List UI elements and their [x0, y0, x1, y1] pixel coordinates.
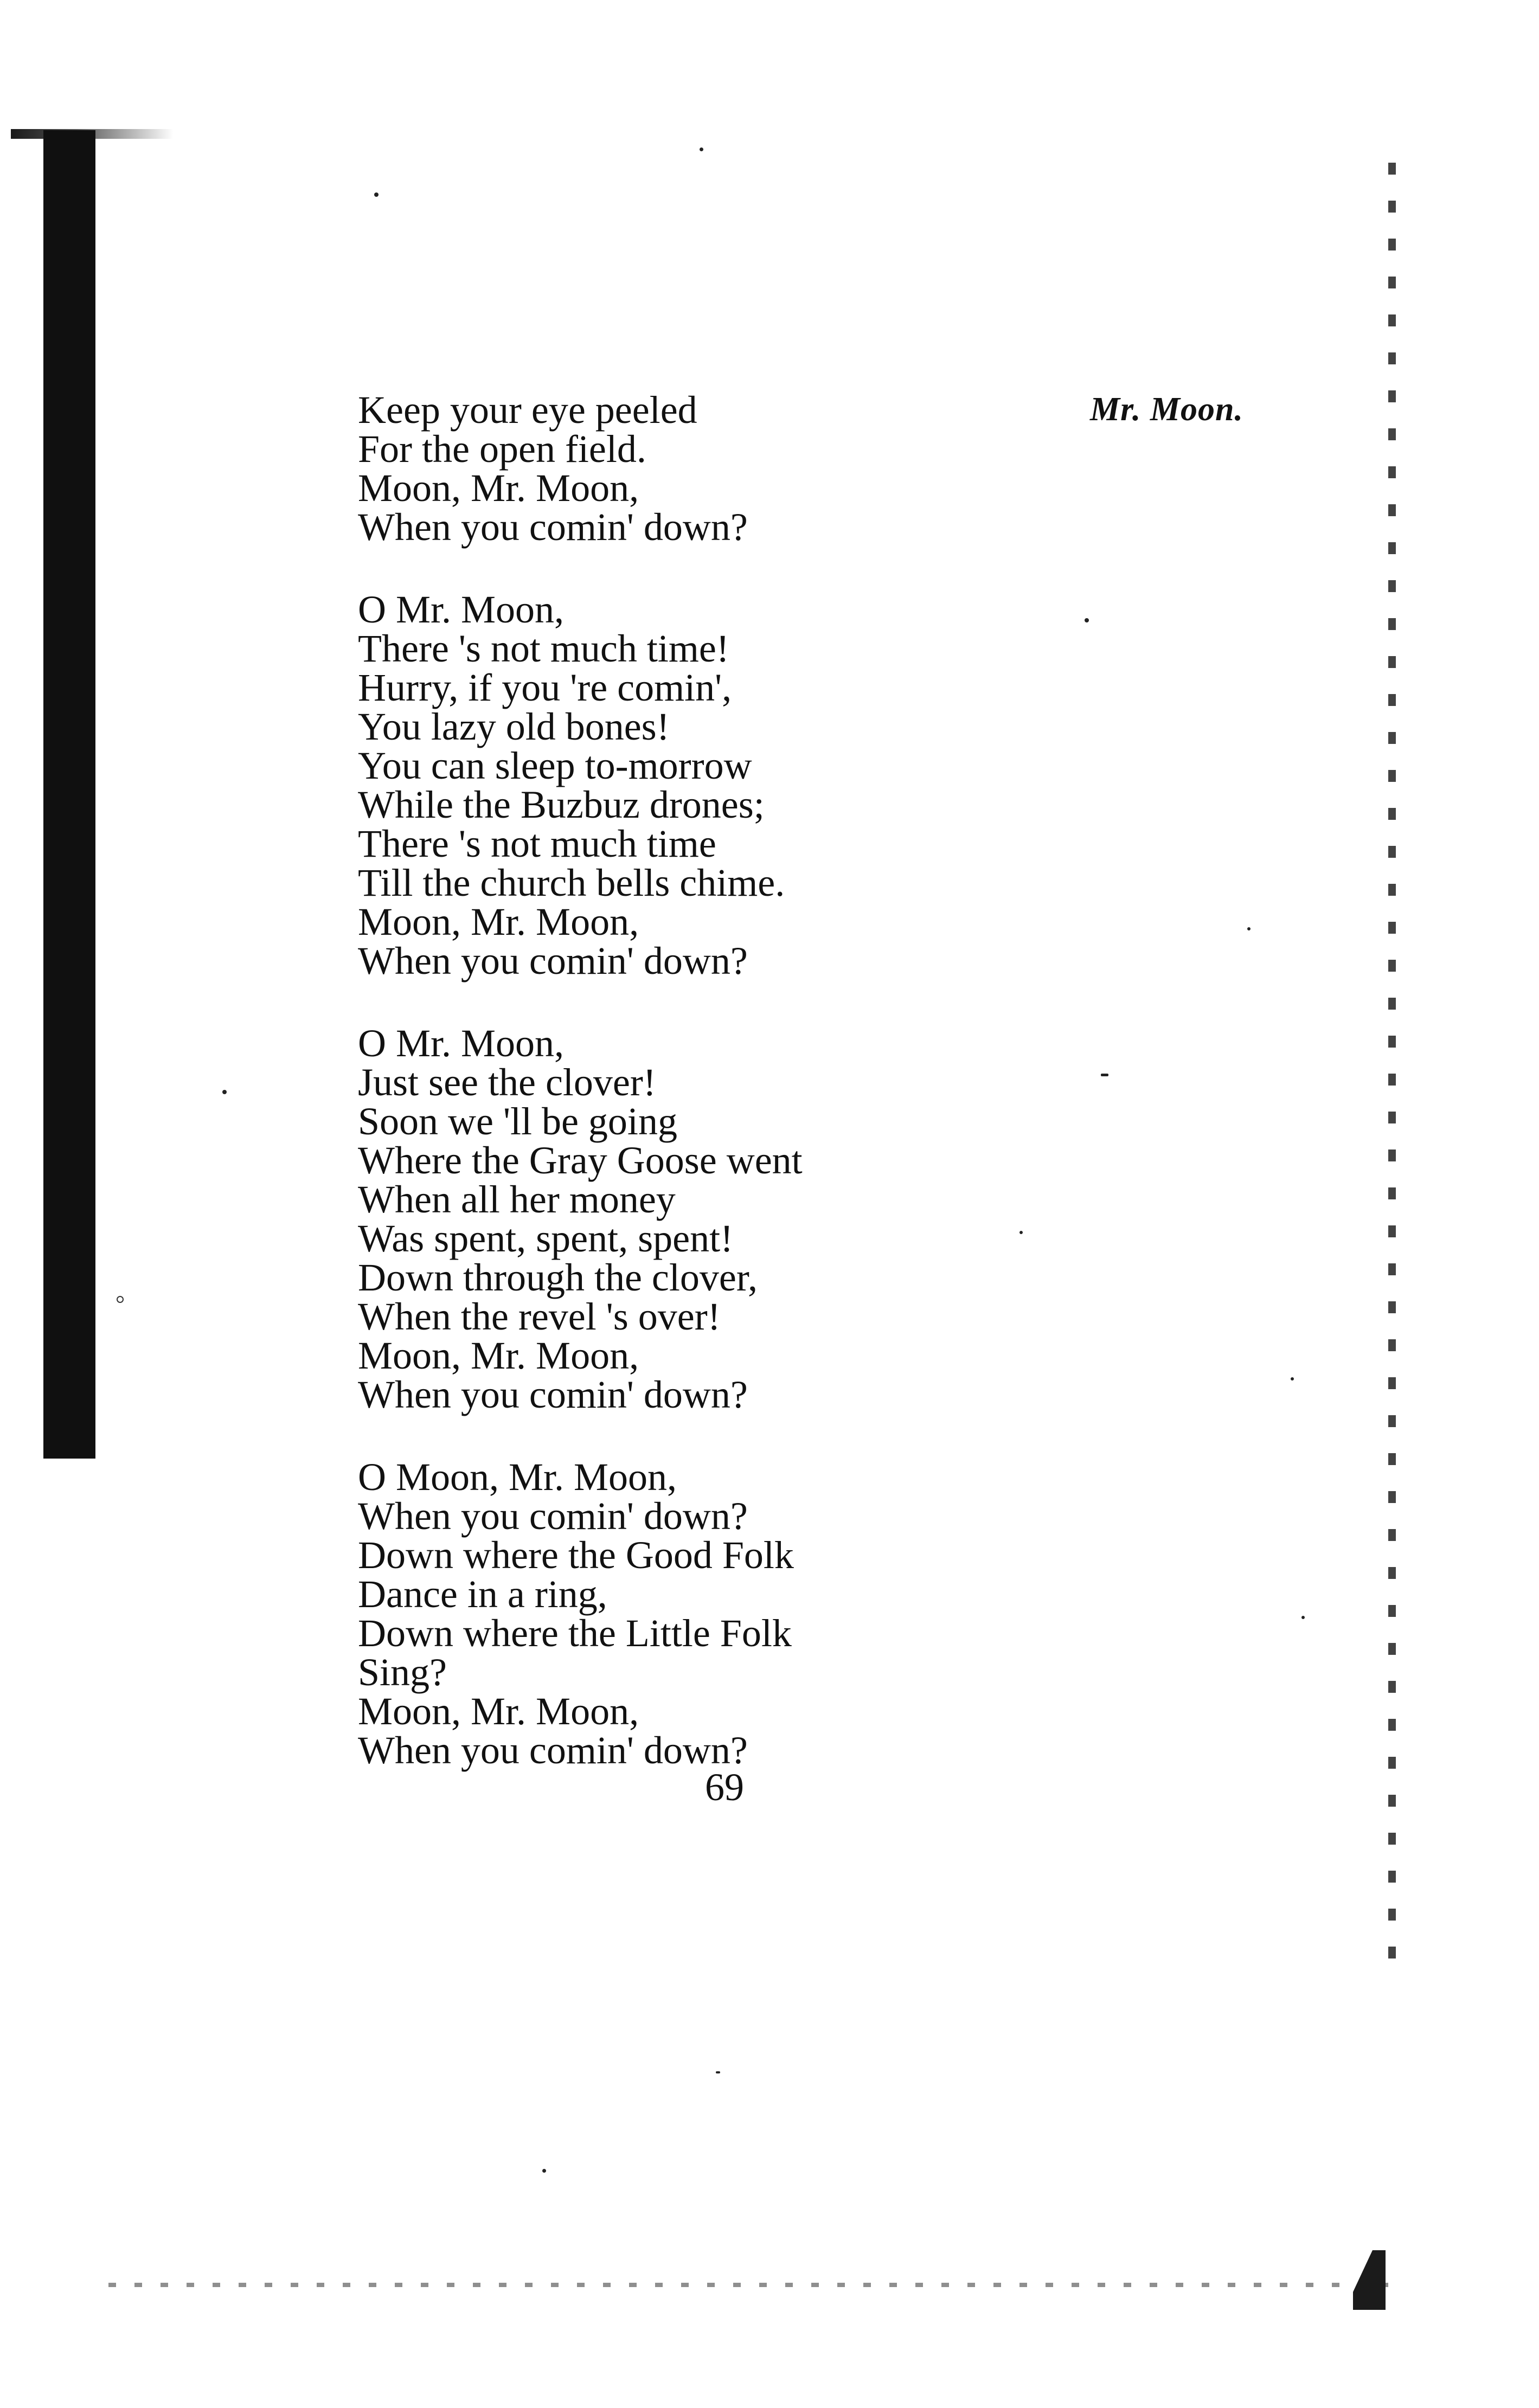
poem-line: O Mr. Moon, — [358, 1022, 565, 1065]
poem-line: When you comin' down? — [358, 939, 748, 983]
poem-line: When you comin' down? — [358, 1373, 748, 1416]
poem-line: There 's not much time! — [358, 627, 729, 670]
scan-speck — [542, 2169, 546, 2173]
poem-line: Hurry, if you 're comin', — [358, 666, 732, 709]
poem-line: When the revel 's over! — [358, 1295, 721, 1338]
page-number: 69 — [705, 1765, 744, 1809]
poem-line: O Moon, Mr. Moon, — [358, 1455, 677, 1499]
poem-line: You lazy old bones! — [358, 705, 670, 748]
poem-line: Keep your eye peeled — [358, 388, 697, 432]
poem — [358, 390, 1063, 1813]
scan-speck — [1301, 1616, 1305, 1619]
poem-line: For the open field. — [358, 427, 646, 471]
scan-speck — [1085, 618, 1089, 622]
poem-line: While the Buzbuz drones; — [358, 783, 765, 826]
page-edge-right — [1388, 163, 1396, 1979]
poem-line: Till the church bells chime. — [358, 861, 785, 904]
poem-line: Moon, Mr. Moon, — [358, 1690, 639, 1733]
poem-line: Down where the Good Folk — [358, 1533, 794, 1577]
stanza — [358, 390, 1063, 547]
poem-line: Sing? — [358, 1651, 447, 1694]
poem-line: Moon, Mr. Moon, — [358, 466, 639, 510]
page-corner-shadow — [1353, 2250, 1386, 2310]
poem-line: Down where the Little Folk — [358, 1611, 792, 1655]
poem-line: Dance in a ring, — [358, 1572, 607, 1616]
scan-speck — [1019, 1231, 1023, 1234]
stanza — [358, 588, 1063, 983]
poem-line: O Mr. Moon, — [358, 588, 565, 631]
poem-line: Moon, Mr. Moon, — [358, 900, 639, 943]
scan-speck — [374, 192, 379, 197]
scan-speck — [716, 2071, 720, 2073]
page-edge-bottom — [108, 2283, 1388, 2287]
stanza — [358, 1024, 1063, 1414]
poem-line: Where the Gray Goose went — [358, 1139, 803, 1182]
poem-line: When all her money — [358, 1178, 676, 1221]
running-head: Mr. Moon. — [1090, 391, 1243, 428]
poem-line: When you comin' down? — [358, 1729, 748, 1772]
binding-shadow — [43, 130, 95, 1459]
poem-line: When you comin' down? — [358, 1494, 748, 1538]
scan-speck — [1101, 1074, 1108, 1076]
poem-line: Soon we 'll be going — [358, 1100, 677, 1143]
poem-line: Just see the clover! — [358, 1061, 656, 1104]
poem-line: You can sleep to-morrow — [358, 744, 752, 787]
poem-line: Was spent, spent, spent! — [358, 1217, 734, 1260]
poem-line: When you comin' down? — [358, 505, 748, 549]
stanza — [358, 1457, 1063, 1770]
poem-line: Down through the clover, — [358, 1256, 758, 1299]
scan-speck — [700, 147, 703, 151]
scan-speck — [117, 1296, 124, 1303]
poem-line: There 's not much time — [358, 822, 716, 865]
scan-speck — [1247, 927, 1251, 930]
scan-speck — [222, 1090, 227, 1094]
scan-speck — [1291, 1377, 1294, 1380]
poem-line: Moon, Mr. Moon, — [358, 1334, 639, 1377]
